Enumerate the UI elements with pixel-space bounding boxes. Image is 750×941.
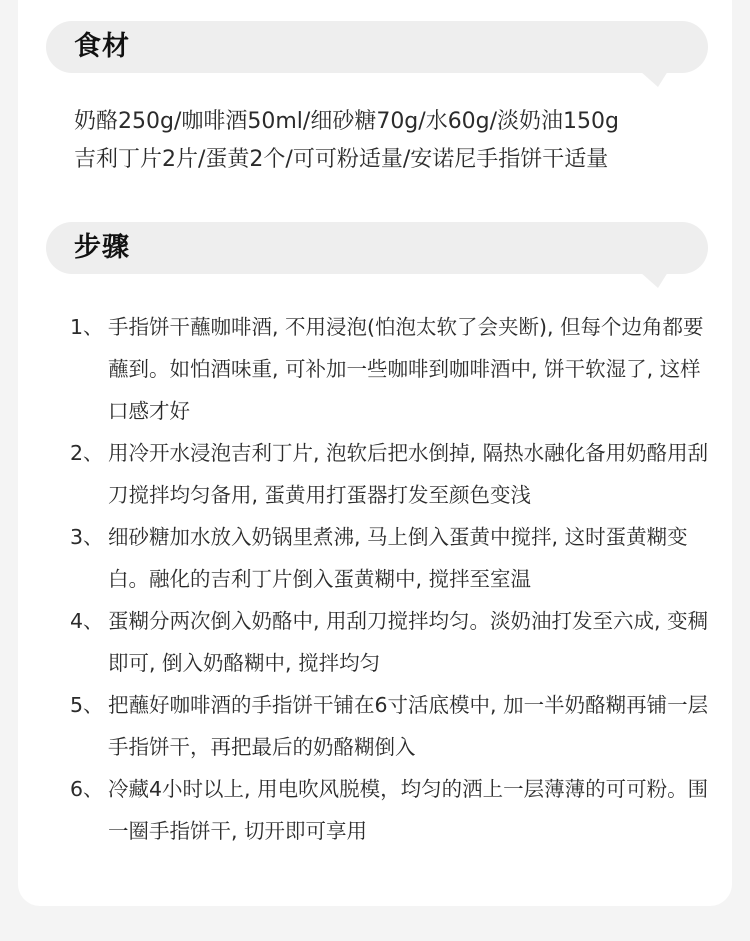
step-number: 4、 xyxy=(70,609,104,633)
step-text: 蛋糊分两次倒入奶酪中, 用刮刀搅拌均匀。淡奶油打发至六成, 变稠即可, 倒入奶酪糊中, 搅拌均匀 xyxy=(108,609,709,675)
step-item xyxy=(70,432,712,516)
step-number: 6、 xyxy=(70,777,104,801)
step-item xyxy=(70,306,712,432)
step-item xyxy=(70,684,712,768)
steps-title: 步骤 xyxy=(74,232,130,263)
step-item xyxy=(70,516,712,600)
ingredients-header xyxy=(46,21,708,73)
step-item xyxy=(70,768,712,852)
step-text: 细砂糖加水放入奶锅里煮沸, 马上倒入蛋黄中搅拌, 这时蛋黄糊变白。融化的吉利丁片倒入蛋黄糊中, 搅拌至室温 xyxy=(108,525,688,591)
ingredients-line: 奶酪250g/咖啡酒50ml/细砂糖70g/水60g/淡奶油150g xyxy=(74,109,620,134)
ingredients-title: 食材 xyxy=(74,31,130,62)
steps-header xyxy=(46,222,708,274)
step-item xyxy=(70,600,712,684)
ingredients-list xyxy=(74,103,714,179)
step-text: 用冷开水浸泡吉利丁片, 泡软后把水倒掉, 隔热水融化备用奶酪用刮刀搅拌均匀备用, 蛋黄用打蛋器打发至颜色变浅 xyxy=(108,441,709,507)
step-text: 手指饼干蘸咖啡酒, 不用浸泡(怕泡太软了会夹断), 但每个边角都要蘸到。如怕酒味重, 可补加一些咖啡到咖啡酒中, 饼干软湿了, 这样口感才好 xyxy=(108,315,704,423)
step-text: 冷藏4小时以上, 用电吹风脱模，均匀的洒上一层薄薄的可可粉。围一圈手指饼干, 切开即可享用 xyxy=(108,777,709,843)
ingredients-line: 吉利丁片2片/蛋黄2个/可可粉适量/安诺尼手指饼干适量 xyxy=(74,147,609,172)
speech-tail xyxy=(640,272,668,288)
step-number: 5、 xyxy=(70,693,104,717)
step-number: 2、 xyxy=(70,441,104,465)
step-number: 3、 xyxy=(70,525,104,549)
speech-tail xyxy=(640,71,668,87)
step-number: 1、 xyxy=(70,315,104,339)
step-text: 把蘸好咖啡酒的手指饼干铺在6寸活底模中, 加一半奶酪糊再铺一层手指饼干，再把最后的奶酪糊倒入 xyxy=(108,693,709,759)
steps-list xyxy=(70,306,712,852)
